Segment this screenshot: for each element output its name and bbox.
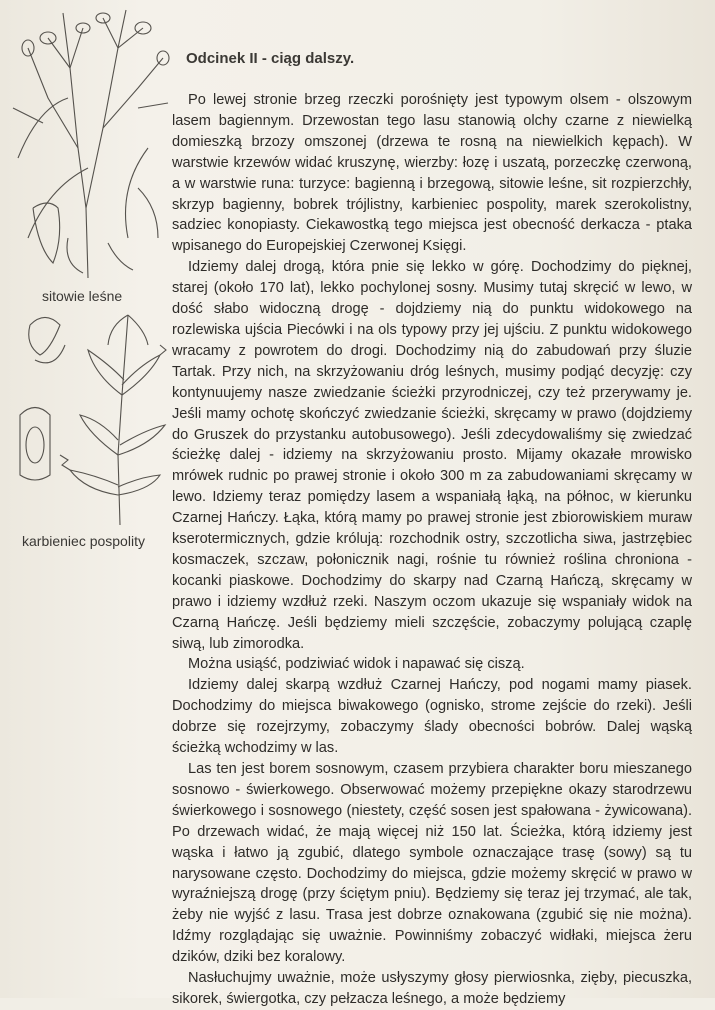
paragraph: Po lewej stronie brzeg rzeczki porośnięty jest typowym olsem - olszowym lasem bagiennym. Drzewostan tego lasu stanowią olchy czarne z niewielką domieszką brzozy omszonej (drzewa te rosną na niewielkich kępach). W warstwie krzewów widać kruszynę, wierzby: łozę i uszatą, porzeczkę czerwoną, a w warstwie runa: turzyce: bagienną i brzegową, sitowie leśne, sit rozpierzchły, skrzyp bagienny, bobrek trójlistny, karbieniec pospolity, marek szerokolistny, sadziec konopiasty. Ciekawostką tego miejsca jest obecność derkacza - ptaka wpisanego do Europejskiej Czerwonej Księgi. [172, 92, 692, 255]
sitowie-lesne-illustration [8, 8, 173, 283]
paragraph: Las ten jest borem sosnowym, czasem przybiera charakter boru mieszanego sosnowo - świerkowego. Obserwować możemy przepiękne okazy starodrzewu świerkowego i sosnowego (niestety, część sosen jest spałowana - żywicowana). Po drzewach widać, że mają więcej niż 150 lat. Ścieżka, którą idziemy jest wąska i łatwo ją zgubić, dlatego symbole oznaczające trasę (sowy) są tu narysowane często. Dochodzimy do miejsca, gdzie możemy skręcić w prawo w wyraźniejszą drogę (przy ściętym pniu). Będziemy się teraz jej trzymać, ale tak, żeby nie wyjść z lasu. Trasa jest dobrze oznakowana (zgubić się nie można). Idźmy rozglądając się uważnie. Powinniśmy zobaczyć widłaki, miejsca żeru dzików, dziki bez koralowy. [172, 761, 692, 966]
paragraph: Idziemy dalej drogą, która pnie się lekko w górę. Dochodzimy do pięknej, starej (około 170 lat), lekko pochylonej sosny. Musimy tutaj skręcić w lewo, w dość słabo widoczną drogę - dojdziemy nią do punktu widokowego na rozlewiska ujścia Piecówki i na ols typowy przy jej ujściu. Z punktu widokowego wracamy z powrotem do drogi. Dochodzimy nią do zabudowań przy śluzie Tartak. Przy nich, na skrzyżowaniu dróg leśnych, musimy podjąć decyzję: czy kontynuujemy nasze zwiedzanie ścieżki przyrodniczej, czy też przerywamy je. Jeśli mamy ochotę skończyć zwiedzanie ścieżki, skręcamy w prawo (dojdziemy do Gruszek do przystanku autobusowego). Jeśli zdecydowaliśmy się zwiedzać ścieżkę dalej - idziemy na skrzyżowaniu prosto. Mijamy okazałe mrowisko mrówek rudnic po prawej stronie i około 300 m za zabudowaniami skręcamy w lewo. Idziemy teraz pomiędzy lasem a wspaniałą łąką, na północ, w kierunku Czarnej Hańczy. Łąka, którą mamy po prawej stronie jest zbiorowiskiem muraw kserotermicznych, gdzie królują: rozchodnik ostry, szczotlicha siwa, jastrzębiec kosmaczek, szczaw, połonicznik nagi, rośnie tu również roślina chroniona - kocanki piaskowe. Dochodzimy do skarpy nad Czarną Hańczą, skręcamy w prawo i idziemy wzdłuż rzeki. Naszym oczom ukazuje się wspaniały widok na Czarną Hańczę. Jeśli będziemy mieli szczęście, zobaczymy polującą czaplę siwą, lub zimorodka. [172, 259, 692, 652]
article-body [172, 90, 692, 1010]
section-title: Odcinek II - ciąg dalszy. [186, 50, 355, 67]
karbieniec-pospolity-illustration [10, 305, 170, 527]
paragraph: Nasłuchujmy uważnie, może usłyszymy głosy pierwiosnka, zięby, piecuszka, sikorek, świergotka, czy pełzacza leśnego, a może będziemy [172, 970, 692, 1007]
paragraph: Idziemy dalej skarpą wzdłuż Czarnej Hańczy, pod nogami mamy piasek. Dochodzimy do miejsca biwakowego (ognisko, strome zejście do rzeki). Jeśli dobrze się rozejrzymy, zobaczymy ślady obecności bobrów. Dalej wąską ścieżką wchodzimy w las. [172, 677, 692, 757]
caption-sitowie-lesne: sitowie leśne [42, 288, 123, 304]
paragraph: Można usiąść, podziwiać widok i napawać się ciszą. [188, 656, 525, 673]
caption-karbieniec-pospolity: karbieniec pospolity [22, 533, 145, 549]
